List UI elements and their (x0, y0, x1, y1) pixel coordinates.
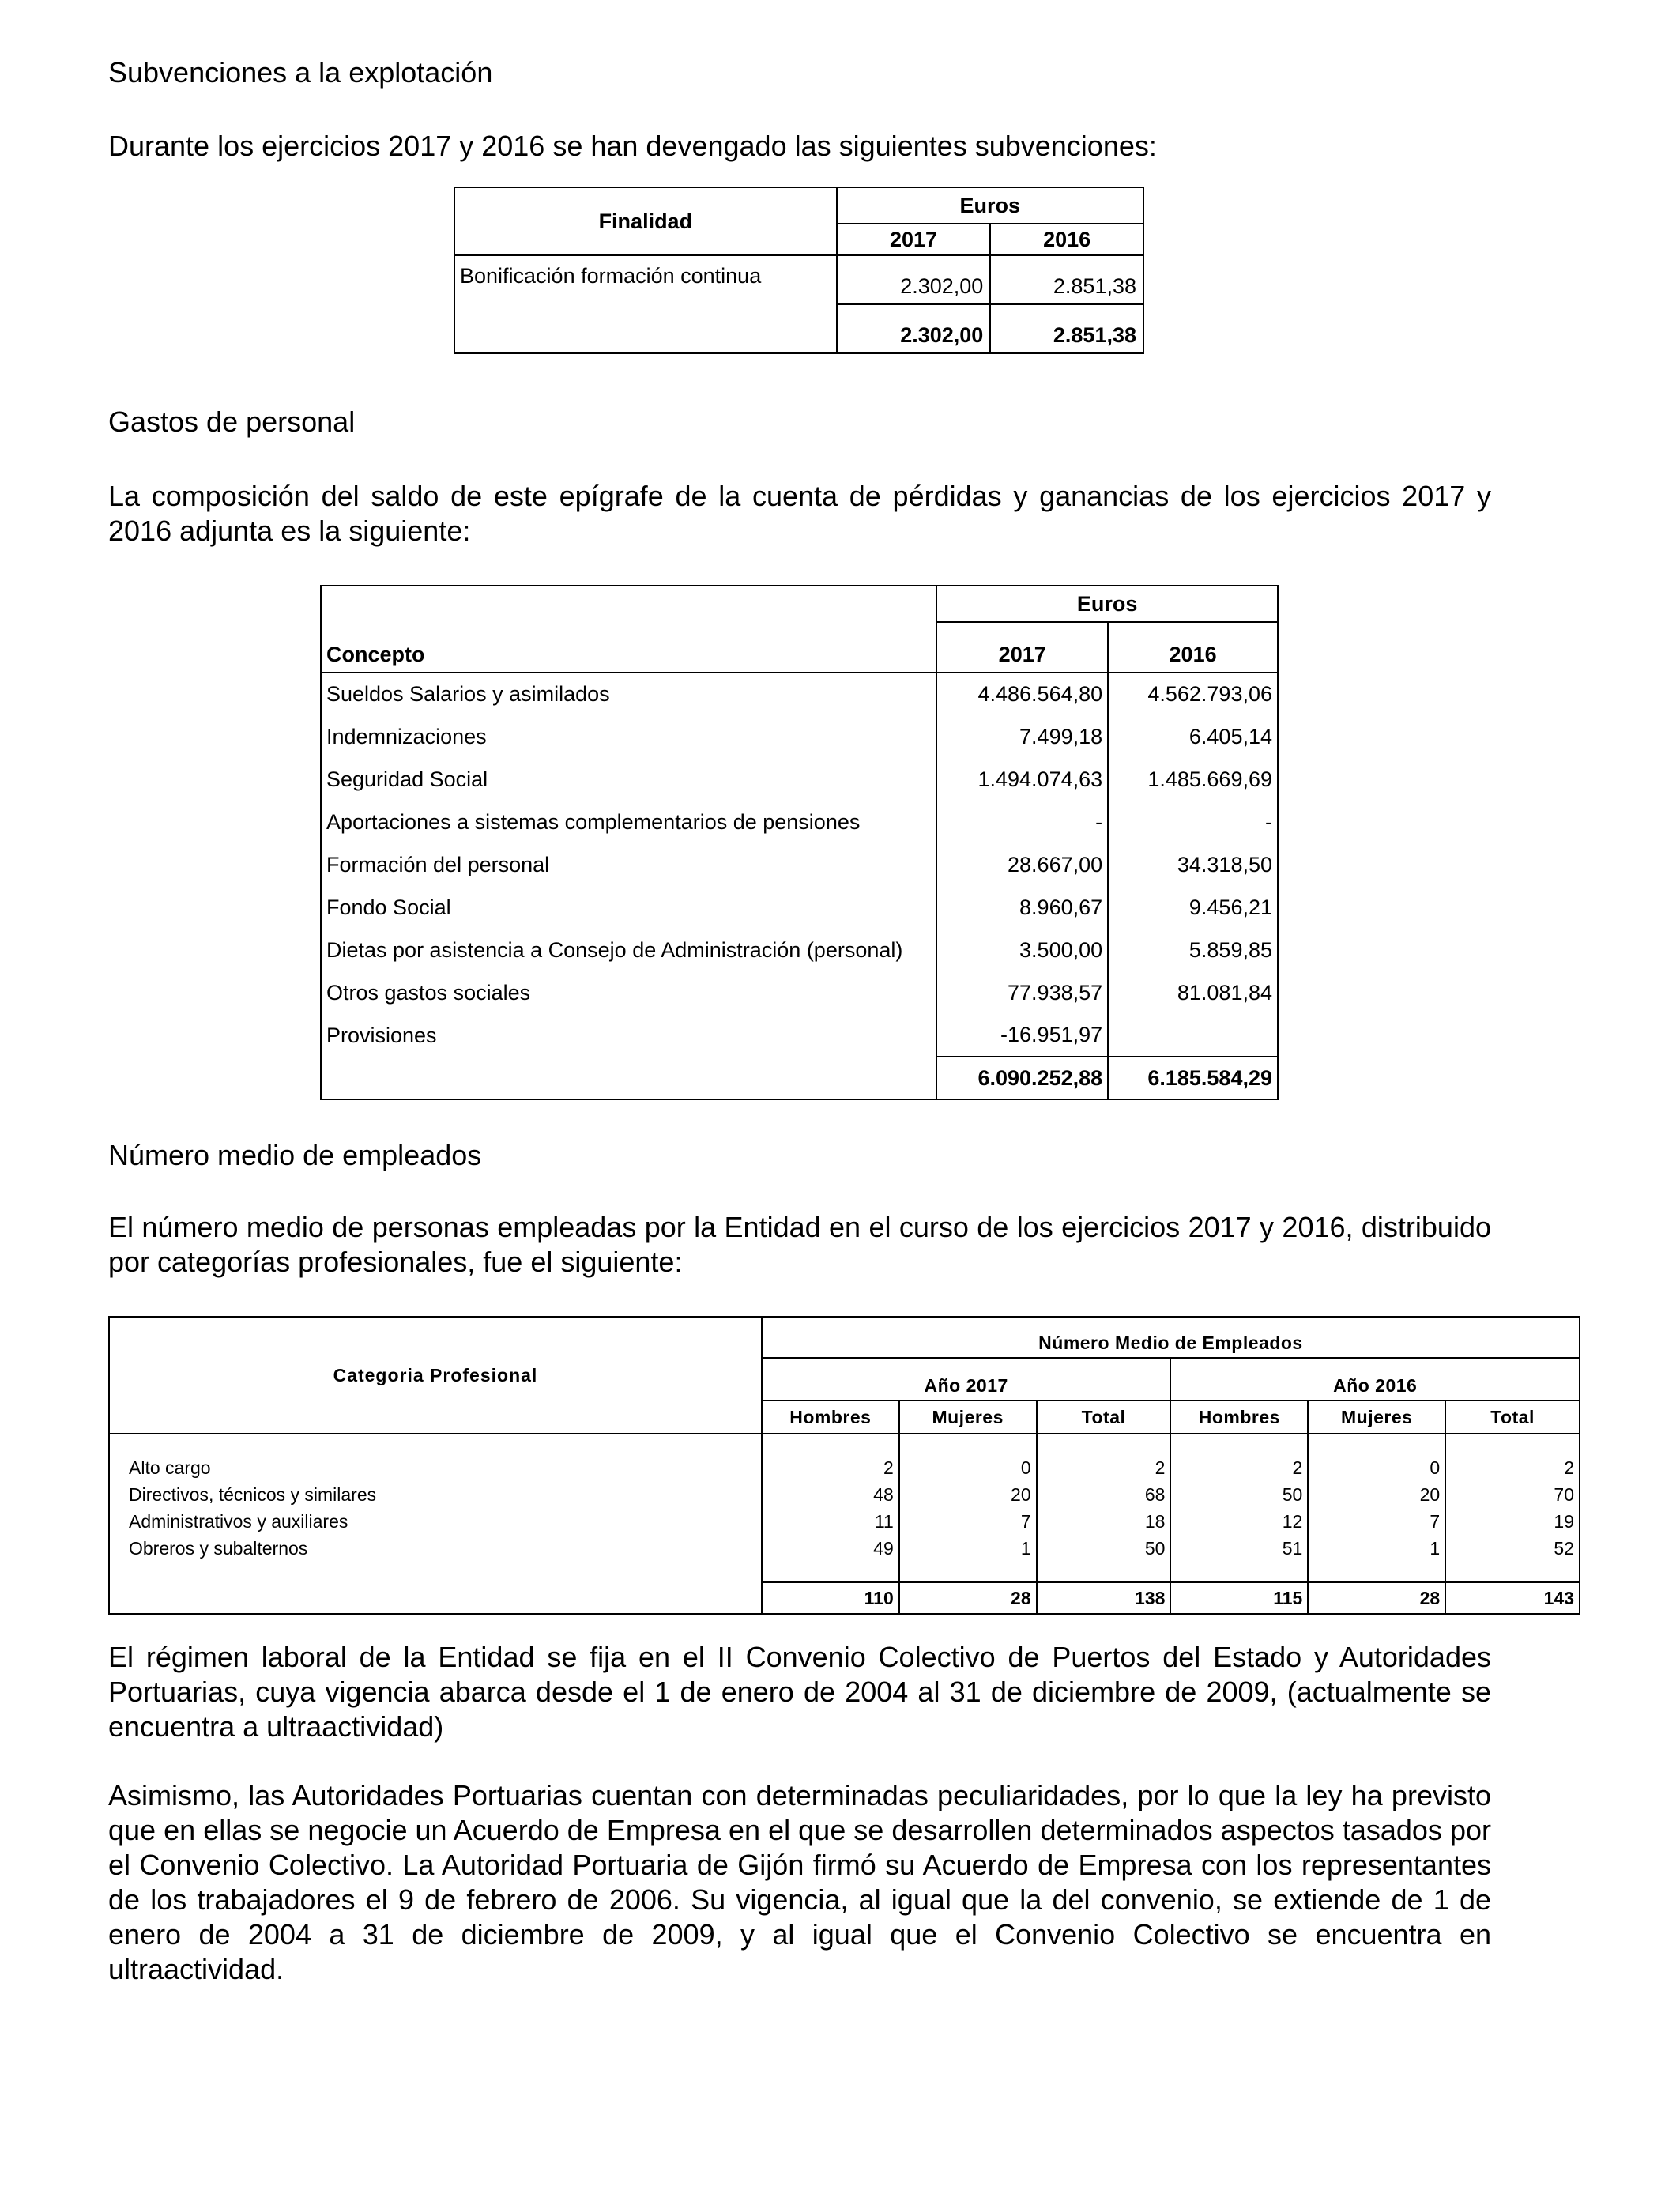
empleados-intro: El número medio de personas empleadas por la Entidad en el curso de los ejercicios 2017 y 2016, distribuido por categorías profesionales, fue el siguiente: (108, 1211, 1491, 1278)
col-numero-medio: Número Medio de Empleados (762, 1317, 1580, 1358)
col-total-2017: Total (1037, 1400, 1171, 1434)
total-total-2017: 138 (1037, 1582, 1171, 1614)
table-row (321, 1014, 1278, 1057)
row-label: Sueldos Salarios y asimilados (321, 673, 936, 715)
col-mujeres-2017: Mujeres (899, 1400, 1037, 1434)
row-label: Provisiones (321, 1014, 936, 1057)
empleados-table (108, 1316, 1580, 1615)
row-value-2016: 9.456,21 (1108, 886, 1278, 929)
row-value-t16: 19 (1445, 1508, 1580, 1535)
row-value-2017: 2.302,00 (837, 255, 991, 304)
row-value-m17: 7 (899, 1508, 1037, 1535)
spacer (109, 1434, 762, 1454)
row-value-m17: 1 (899, 1535, 1037, 1562)
col-mujeres-2016: Mujeres (1308, 1400, 1445, 1434)
table-row (109, 1508, 1580, 1535)
table-row (321, 971, 1278, 1014)
row-value-t16: 52 (1445, 1535, 1580, 1562)
col-year-2016: 2016 (1108, 622, 1278, 673)
table-row (321, 886, 1278, 929)
table-row (321, 801, 1278, 843)
row-value-2016: 34.318,50 (1108, 843, 1278, 886)
col-categoria: Categoria Profesional (109, 1317, 762, 1434)
row-value-2016: 6.405,14 (1108, 715, 1278, 758)
row-value-t16: 70 (1445, 1481, 1580, 1508)
header-blank (321, 586, 936, 622)
total-mujeres-2017: 28 (899, 1582, 1037, 1614)
row-label: Dietas por asistencia a Consejo de Administración (personal) (321, 929, 936, 971)
row-label: Indemnizaciones (321, 715, 936, 758)
row-value-t17: 18 (1037, 1508, 1171, 1535)
total-2016: 2.851,38 (990, 304, 1143, 353)
col-year-2017: 2017 (837, 224, 991, 255)
row-value-2017: 7.499,18 (936, 715, 1108, 758)
row-value-t17: 50 (1037, 1535, 1171, 1562)
col-total-2016: Total (1445, 1400, 1580, 1434)
table-row (321, 715, 1278, 758)
col-year-2017: 2017 (936, 622, 1108, 673)
gastos-heading: Gastos de personal (108, 405, 356, 438)
col-concepto: Concepto (321, 622, 936, 673)
row-value-2017: 77.938,57 (936, 971, 1108, 1014)
row-label: Aportaciones a sistemas complementarios de pensiones (321, 801, 936, 843)
empleados-rows (109, 1454, 1580, 1562)
row-label: Directivos, técnicos y similares (109, 1481, 762, 1508)
row-value-h17: 48 (762, 1481, 899, 1508)
row-label: Otros gastos sociales (321, 971, 936, 1014)
empleados-heading: Número medio de empleados (108, 1139, 482, 1171)
row-value-2016 (1108, 1014, 1278, 1057)
row-value-m16: 1 (1308, 1535, 1445, 1562)
total-2017: 2.302,00 (837, 304, 991, 353)
table-row (321, 673, 1278, 715)
row-value-2017: 3.500,00 (936, 929, 1108, 971)
col-year-2016: 2016 (990, 224, 1143, 255)
row-value-h17: 11 (762, 1508, 899, 1535)
total-hombres-2016: 115 (1170, 1582, 1308, 1614)
row-value-2017: 8.960,67 (936, 886, 1108, 929)
row-value-2016: 4.562.793,06 (1108, 673, 1278, 715)
col-ano-2016: Año 2016 (1170, 1358, 1580, 1400)
col-hombres-2017: Hombres (762, 1400, 899, 1434)
row-value-m17: 20 (899, 1481, 1037, 1508)
row-value-h17: 2 (762, 1454, 899, 1481)
total-hombres-2017: 110 (762, 1582, 899, 1614)
table-row (109, 1454, 1580, 1481)
total-total-2016: 143 (1445, 1582, 1580, 1614)
subvenciones-heading: Subvenciones a la explotación (108, 56, 493, 89)
total-2017: 6.090.252,88 (936, 1057, 1108, 1099)
table-row (321, 758, 1278, 801)
table-row (321, 929, 1278, 971)
row-value-h16: 51 (1170, 1535, 1308, 1562)
row-value-2016: 81.081,84 (1108, 971, 1278, 1014)
row-label: Seguridad Social (321, 758, 936, 801)
row-label: Alto cargo (109, 1454, 762, 1481)
row-value-2017: 28.667,00 (936, 843, 1108, 886)
row-value-h16: 50 (1170, 1481, 1308, 1508)
row-value-2017: 1.494.074,63 (936, 758, 1108, 801)
col-euros: Euros (837, 187, 1143, 224)
row-value-m16: 20 (1308, 1481, 1445, 1508)
row-value-h16: 2 (1170, 1454, 1308, 1481)
row-label: Fondo Social (321, 886, 936, 929)
col-ano-2017: Año 2017 (762, 1358, 1171, 1400)
row-value-2016: 5.859,85 (1108, 929, 1278, 971)
col-euros: Euros (936, 586, 1278, 622)
row-value-m16: 0 (1308, 1454, 1445, 1481)
row-label: Bonificación formación continua (454, 255, 837, 353)
total-label (109, 1582, 762, 1614)
row-value-t17: 68 (1037, 1481, 1171, 1508)
row-label: Formación del personal (321, 843, 936, 886)
row-value-h16: 12 (1170, 1508, 1308, 1535)
table-row (321, 843, 1278, 886)
row-value-2017: - (936, 801, 1108, 843)
total-label (321, 1057, 936, 1099)
subvenciones-intro: Durante los ejercicios 2017 y 2016 se han devengado las siguientes subvenciones: (108, 130, 1157, 162)
gastos-table (320, 585, 1279, 1100)
row-value-t17: 2 (1037, 1454, 1171, 1481)
subvenciones-table (454, 187, 1144, 354)
acuerdo-paragraph: Asimismo, las Autoridades Portuarias cuentan con determinadas peculiaridades, por lo que la ley ha previsto que en ellas se negocie un Acuerdo de Empresa en el que se desarrollen determinados aspectos tasados por el Convenio Colectivo. La Autoridad Portuaria de Gijón firmó su Acuerdo de Empresa con los representantes de los trabajadores el 9 de febrero de 2006. Su vigencia, al igual que la del convenio, se extiende de 1 de enero de 2004 a 31 de diciembre de 2009, y al igual que el Convenio Colectivo se encuentra en ultraactividad. (108, 1779, 1491, 1985)
regimen-paragraph: El régimen laboral de la Entidad se fija en el II Convenio Colectivo de Puertos del Estado y Autoridades Portuarias, cuya vigencia abarca desde el 1 de enero de 2004 al 31 de diciembre de 2009, (actualmente se encuentra a ultraactividad) (108, 1641, 1491, 1743)
row-value-m17: 0 (899, 1454, 1037, 1481)
row-value-2017: 4.486.564,80 (936, 673, 1108, 715)
col-hombres-2016: Hombres (1170, 1400, 1308, 1434)
row-value-2016: - (1108, 801, 1278, 843)
spacer (109, 1562, 762, 1582)
total-2016: 6.185.584,29 (1108, 1057, 1278, 1099)
row-value-2016: 1.485.669,69 (1108, 758, 1278, 801)
row-value-2016: 2.851,38 (990, 255, 1143, 304)
gastos-intro: La composición del saldo de este epígrafe de la cuenta de pérdidas y ganancias de los ejercicios 2017 y 2016 adjunta es la siguiente: (108, 480, 1491, 547)
gastos-rows (321, 673, 1278, 1057)
col-finalidad: Finalidad (454, 187, 837, 255)
total-mujeres-2016: 28 (1308, 1582, 1445, 1614)
table-row (109, 1481, 1580, 1508)
row-value-t16: 2 (1445, 1454, 1580, 1481)
row-value-m16: 7 (1308, 1508, 1445, 1535)
row-label: Obreros y subalternos (109, 1535, 762, 1562)
table-row (109, 1535, 1580, 1562)
row-label: Administrativos y auxiliares (109, 1508, 762, 1535)
row-value-2017: -16.951,97 (936, 1014, 1108, 1057)
row-value-h17: 49 (762, 1535, 899, 1562)
